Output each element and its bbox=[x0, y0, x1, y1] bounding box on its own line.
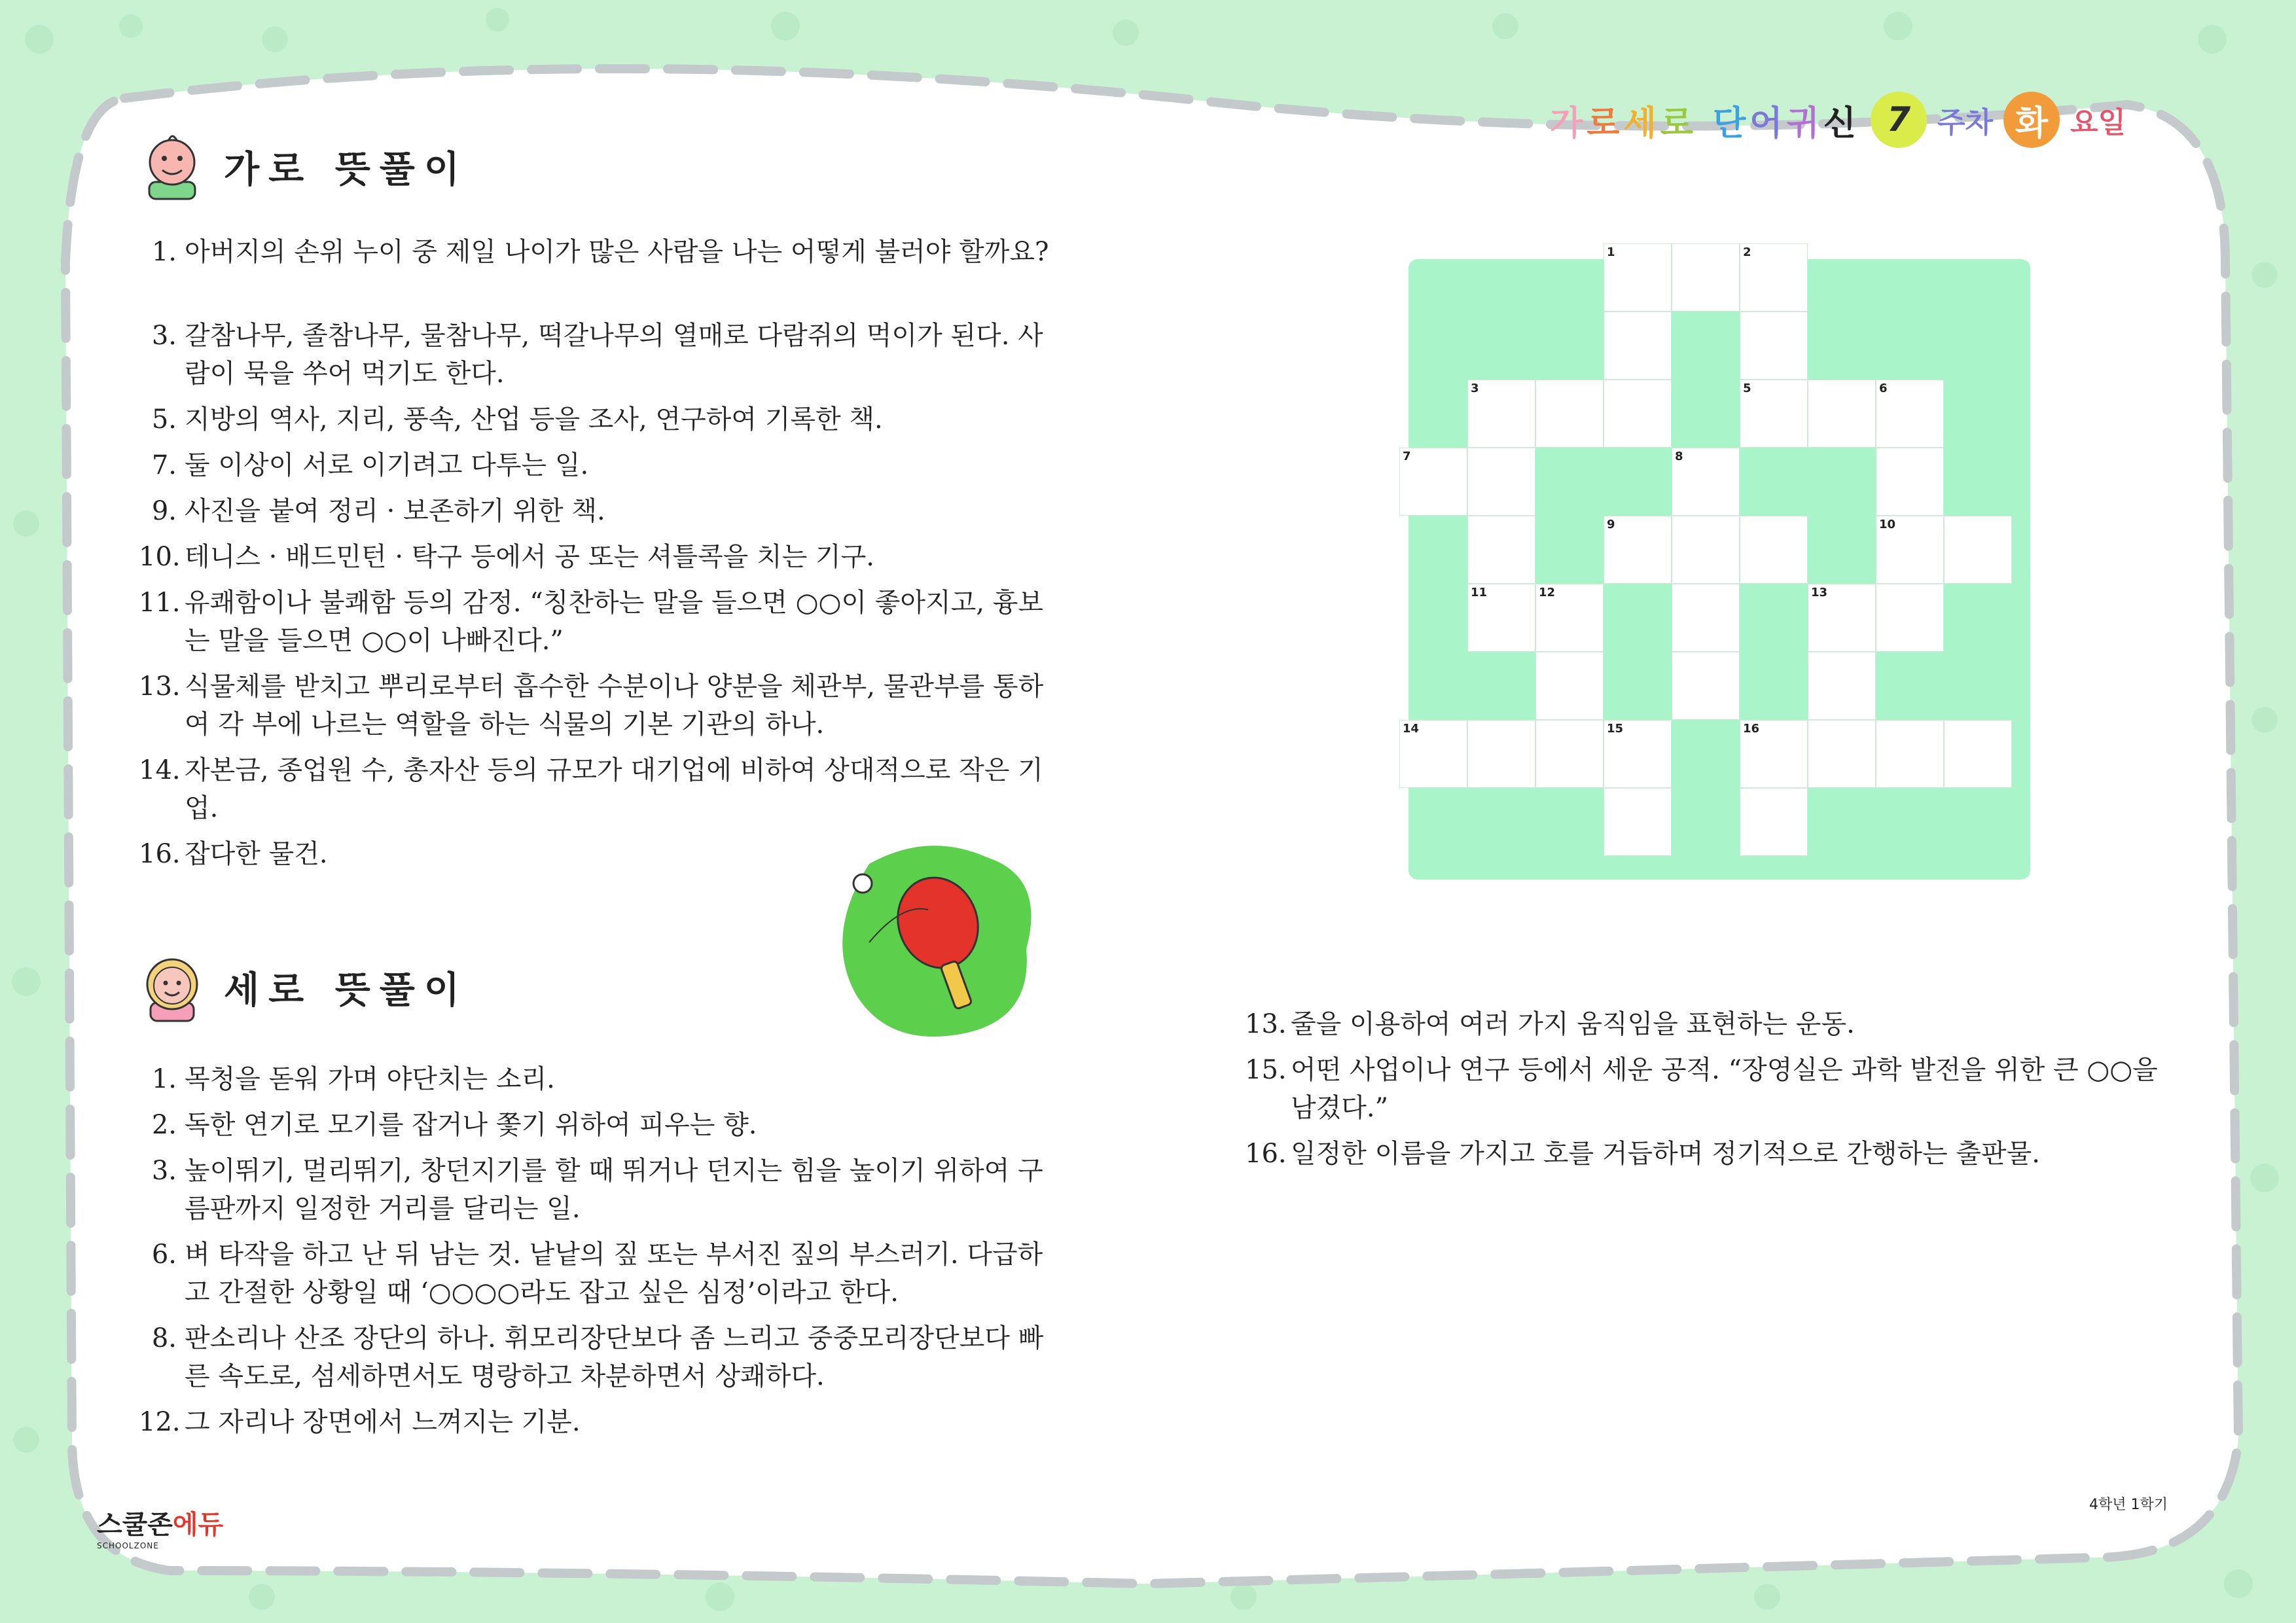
clue-text: 독한 연기로 모기를 잡거나 쫓기 위하여 피우는 향. bbox=[185, 1110, 757, 1140]
clue-item bbox=[139, 1152, 1062, 1228]
crossword-cell[interactable] bbox=[1535, 584, 1604, 652]
crossword-cell[interactable] bbox=[1740, 720, 1808, 788]
clue-item bbox=[139, 233, 1062, 271]
crossword-cell[interactable] bbox=[1944, 720, 2012, 788]
clue-item bbox=[139, 492, 1062, 530]
crossword-cell-number: 11 bbox=[1471, 586, 1488, 599]
series-title-char: 어 bbox=[1749, 103, 1787, 143]
grade-label: 4학년 1학기 bbox=[2089, 1497, 2168, 1513]
clue-number: 11. bbox=[139, 588, 181, 618]
series-title-char: 로 bbox=[1660, 103, 1697, 143]
clue-item bbox=[139, 751, 1062, 827]
series-title-char: 가 bbox=[1549, 103, 1587, 143]
crossword-cell[interactable] bbox=[1467, 448, 1535, 516]
clue-text: 그 자리나 장면에서 느껴지는 기분. bbox=[185, 1407, 581, 1437]
week-label: 주차 bbox=[1937, 106, 1993, 139]
day-badge: 화 bbox=[2003, 92, 2060, 148]
crossword-cell-number: 9 bbox=[1607, 518, 1615, 531]
clue-text: 어떤 사업이나 연구 등에서 세운 공적. “장영실은 과학 발전을 위한 큰 ○○을 남겼다.” bbox=[1291, 1055, 2158, 1123]
clue-item bbox=[139, 401, 1062, 438]
clue-text: 높이뛰기, 멀리뛰기, 창던지기를 할 때 뛰거나 던지는 힘을 높이기 위하여 구름판까지 일정한 거리를 달리는 일. bbox=[185, 1156, 1043, 1224]
crossword-cell[interactable] bbox=[1740, 380, 1808, 448]
crossword-cell[interactable] bbox=[1604, 720, 1672, 788]
clue-number: 1. bbox=[151, 1064, 177, 1094]
across-clue-list bbox=[139, 233, 1062, 881]
crossword-cell[interactable] bbox=[1535, 720, 1604, 788]
crossword-cell[interactable] bbox=[1740, 788, 1808, 856]
logo-accent: 에듀 bbox=[172, 1510, 224, 1540]
clue-number: 2. bbox=[151, 1110, 177, 1140]
crossword-cell[interactable] bbox=[1399, 448, 1467, 516]
clue-number: 16. bbox=[1245, 1139, 1287, 1169]
clue-text: 유쾌함이나 불쾌함 등의 감정. “칭찬하는 말을 들으면 ○○이 좋아지고, 흉보는 말을 들으면 ○○이 나빠진다.” bbox=[185, 588, 1044, 656]
clue-number: 8. bbox=[151, 1323, 177, 1353]
crossword-cell[interactable] bbox=[1467, 516, 1535, 584]
crossword-cell[interactable] bbox=[1876, 448, 1944, 516]
clue-text: 판소리나 산조 장단의 하나. 휘모리장단보다 좀 느리고 중중모리장단보다 빠른 속도로, 섬세하면서도 명랑하고 차분하면서 상쾌하다. bbox=[185, 1323, 1044, 1391]
clue-item bbox=[139, 1236, 1062, 1311]
series-title-char: 세 bbox=[1623, 103, 1660, 143]
crossword-cell-number: 16 bbox=[1743, 722, 1760, 736]
clue-number: 12. bbox=[139, 1407, 181, 1437]
clue-item bbox=[1245, 1005, 2174, 1043]
series-title-char bbox=[1697, 104, 1713, 143]
crossword-cell-number: 14 bbox=[1403, 722, 1420, 736]
crossword-cell[interactable] bbox=[1876, 584, 1944, 652]
week-number-badge: 7 bbox=[1871, 92, 1927, 148]
girl-face-icon bbox=[136, 952, 208, 1024]
clue-text: 테니스 · 배드민턴 · 탁구 등에서 공 또는 셔틀콕을 치는 기구. bbox=[185, 542, 875, 572]
series-title-char: 단 bbox=[1713, 103, 1750, 143]
clue-text: 목청을 돋워 가며 야단치는 소리. bbox=[185, 1064, 555, 1094]
series-title-char: 로 bbox=[1587, 103, 1624, 143]
crossword-cell[interactable] bbox=[1467, 380, 1535, 448]
clue-number: 9. bbox=[151, 496, 177, 526]
crossword-cell-number: 3 bbox=[1471, 382, 1479, 395]
crossword-cell[interactable] bbox=[1808, 720, 1876, 788]
day-label: 요일 bbox=[2070, 106, 2126, 139]
crossword-cell[interactable] bbox=[1740, 312, 1808, 380]
crossword-cell[interactable] bbox=[1808, 584, 1876, 652]
clue-item bbox=[139, 1106, 1062, 1144]
clue-number: 16. bbox=[139, 839, 181, 869]
publisher-logo bbox=[97, 1504, 223, 1550]
clue-item bbox=[139, 1403, 1062, 1441]
down-clue-list bbox=[139, 1060, 1062, 1449]
clue-text: 자본금, 종업원 수, 총자산 등의 규모가 대기업에 비하여 상대적으로 작은 기업. bbox=[185, 755, 1043, 823]
ping-pong-paddle-icon bbox=[830, 838, 1046, 1047]
across-section-title bbox=[136, 131, 469, 203]
crossword-cell-number: 15 bbox=[1607, 722, 1624, 736]
crossword-cell[interactable] bbox=[1672, 448, 1740, 516]
crossword-cell-number: 13 bbox=[1811, 586, 1828, 599]
clue-text: 줄을 이용하여 여러 가지 움직임을 표현하는 운동. bbox=[1291, 1009, 1855, 1039]
clue-number: 6. bbox=[151, 1240, 177, 1270]
logo-text: 스쿨존 bbox=[97, 1510, 173, 1540]
clue-item bbox=[1245, 1135, 2174, 1173]
worksheet-header bbox=[1550, 92, 2126, 148]
clue-number: 15. bbox=[1245, 1055, 1287, 1085]
clue-number: 3. bbox=[151, 321, 177, 351]
clue-text: 아버지의 손위 누이 중 제일 나이가 많은 사람을 나는 어떻게 불러야 할까요? bbox=[185, 237, 1049, 267]
clue-number: 14. bbox=[139, 755, 181, 785]
crossword-cell-number: 10 bbox=[1879, 518, 1896, 531]
crossword-cell[interactable] bbox=[1604, 312, 1672, 380]
crossword-cell[interactable] bbox=[1604, 516, 1672, 584]
crossword-cell[interactable] bbox=[1740, 243, 1808, 312]
crossword-cell[interactable] bbox=[1604, 380, 1672, 448]
clue-text: 잡다한 물건. bbox=[185, 839, 328, 869]
crossword-cell[interactable] bbox=[1535, 380, 1604, 448]
clue-item bbox=[139, 584, 1062, 660]
clue-item bbox=[139, 668, 1062, 743]
series-title-char: 신 bbox=[1823, 103, 1860, 143]
crossword-cell-number: 7 bbox=[1403, 450, 1411, 463]
crossword-cell[interactable] bbox=[1808, 652, 1876, 720]
logo-sub: SCHOOLZONE bbox=[97, 1541, 159, 1550]
clue-text: 식물체를 받치고 뿌리로부터 흡수한 수분이나 양분을 체관부, 물관부를 통하여 각 부에 나르는 역할을 하는 식물의 기본 기관의 하나. bbox=[185, 671, 1044, 740]
clue-item bbox=[139, 1060, 1062, 1098]
crossword-cell[interactable] bbox=[1944, 516, 2012, 584]
crossword-cell-number: 12 bbox=[1539, 586, 1556, 599]
clue-number: 7. bbox=[151, 450, 177, 480]
series-title-char: 귀 bbox=[1786, 103, 1823, 143]
clue-number: 13. bbox=[139, 671, 181, 702]
crossword-cell[interactable] bbox=[1740, 516, 1808, 584]
boy-face-icon bbox=[136, 131, 208, 203]
clue-number: 5. bbox=[151, 404, 177, 435]
clue-text: 둘 이상이 서로 이기려고 다투는 일. bbox=[185, 450, 589, 480]
crossword-cell[interactable] bbox=[1876, 720, 1944, 788]
crossword-cell[interactable] bbox=[1467, 720, 1535, 788]
clue-number: 13. bbox=[1245, 1009, 1287, 1039]
clue-item bbox=[139, 317, 1062, 393]
clue-item bbox=[139, 538, 1062, 576]
series-title bbox=[1550, 96, 1860, 145]
clue-number: 1. bbox=[151, 237, 177, 267]
crossword-cell[interactable] bbox=[1672, 584, 1740, 652]
clue-item bbox=[1245, 1051, 2174, 1127]
clue-number: 3. bbox=[151, 1156, 177, 1186]
down-section-title bbox=[136, 952, 469, 1024]
clue-text: 갈참나무, 졸참나무, 물참나무, 떡갈나무의 열매로 다람쥐의 먹이가 된다. 사람이 묵을 쑤어 먹기도 한다. bbox=[185, 321, 1043, 389]
crossword-cell[interactable] bbox=[1672, 652, 1740, 720]
crossword-cell-number: 1 bbox=[1607, 245, 1615, 259]
crossword-cell[interactable] bbox=[1535, 652, 1604, 720]
down-title-text: 세로 뜻풀이 bbox=[224, 969, 469, 1012]
crossword-cell[interactable] bbox=[1604, 243, 1672, 312]
crossword-cell[interactable] bbox=[1399, 720, 1467, 788]
clue-text: 사진을 붙여 정리 · 보존하기 위한 책. bbox=[185, 496, 605, 526]
clue-text: 벼 타작을 하고 난 뒤 남는 것. 낱낱의 짚 또는 부서진 짚의 부스러기. 다급하고 간절한 상황일 때 ‘○○○○라도 잡고 싶은 심정’이라고 한다. bbox=[185, 1240, 1043, 1308]
crossword-cell[interactable] bbox=[1672, 516, 1740, 584]
crossword-cell[interactable] bbox=[1604, 788, 1672, 856]
crossword-cell-number: 2 bbox=[1743, 245, 1751, 259]
clue-item bbox=[139, 1319, 1062, 1395]
clue-number: 10. bbox=[139, 542, 181, 572]
crossword-cell[interactable] bbox=[1808, 380, 1876, 448]
crossword-cell-number: 6 bbox=[1879, 382, 1888, 395]
crossword-cell[interactable] bbox=[1672, 243, 1740, 312]
down-clue-list-continued bbox=[1245, 1005, 2174, 1181]
clue-text: 지방의 역사, 지리, 풍속, 산업 등을 조사, 연구하여 기록한 책. bbox=[185, 404, 883, 435]
crossword-cell-number: 8 bbox=[1675, 450, 1683, 463]
clue-text: 일정한 이름을 가지고 호를 거듭하며 정기적으로 간행하는 출판물. bbox=[1291, 1139, 2040, 1169]
across-title-text: 가로 뜻풀이 bbox=[224, 149, 469, 191]
crossword-cell[interactable] bbox=[1876, 516, 1944, 584]
clue-item bbox=[139, 446, 1062, 484]
crossword-cell[interactable] bbox=[1876, 380, 1944, 448]
crossword-cell[interactable] bbox=[1467, 584, 1535, 652]
crossword-cell-number: 5 bbox=[1743, 382, 1751, 395]
